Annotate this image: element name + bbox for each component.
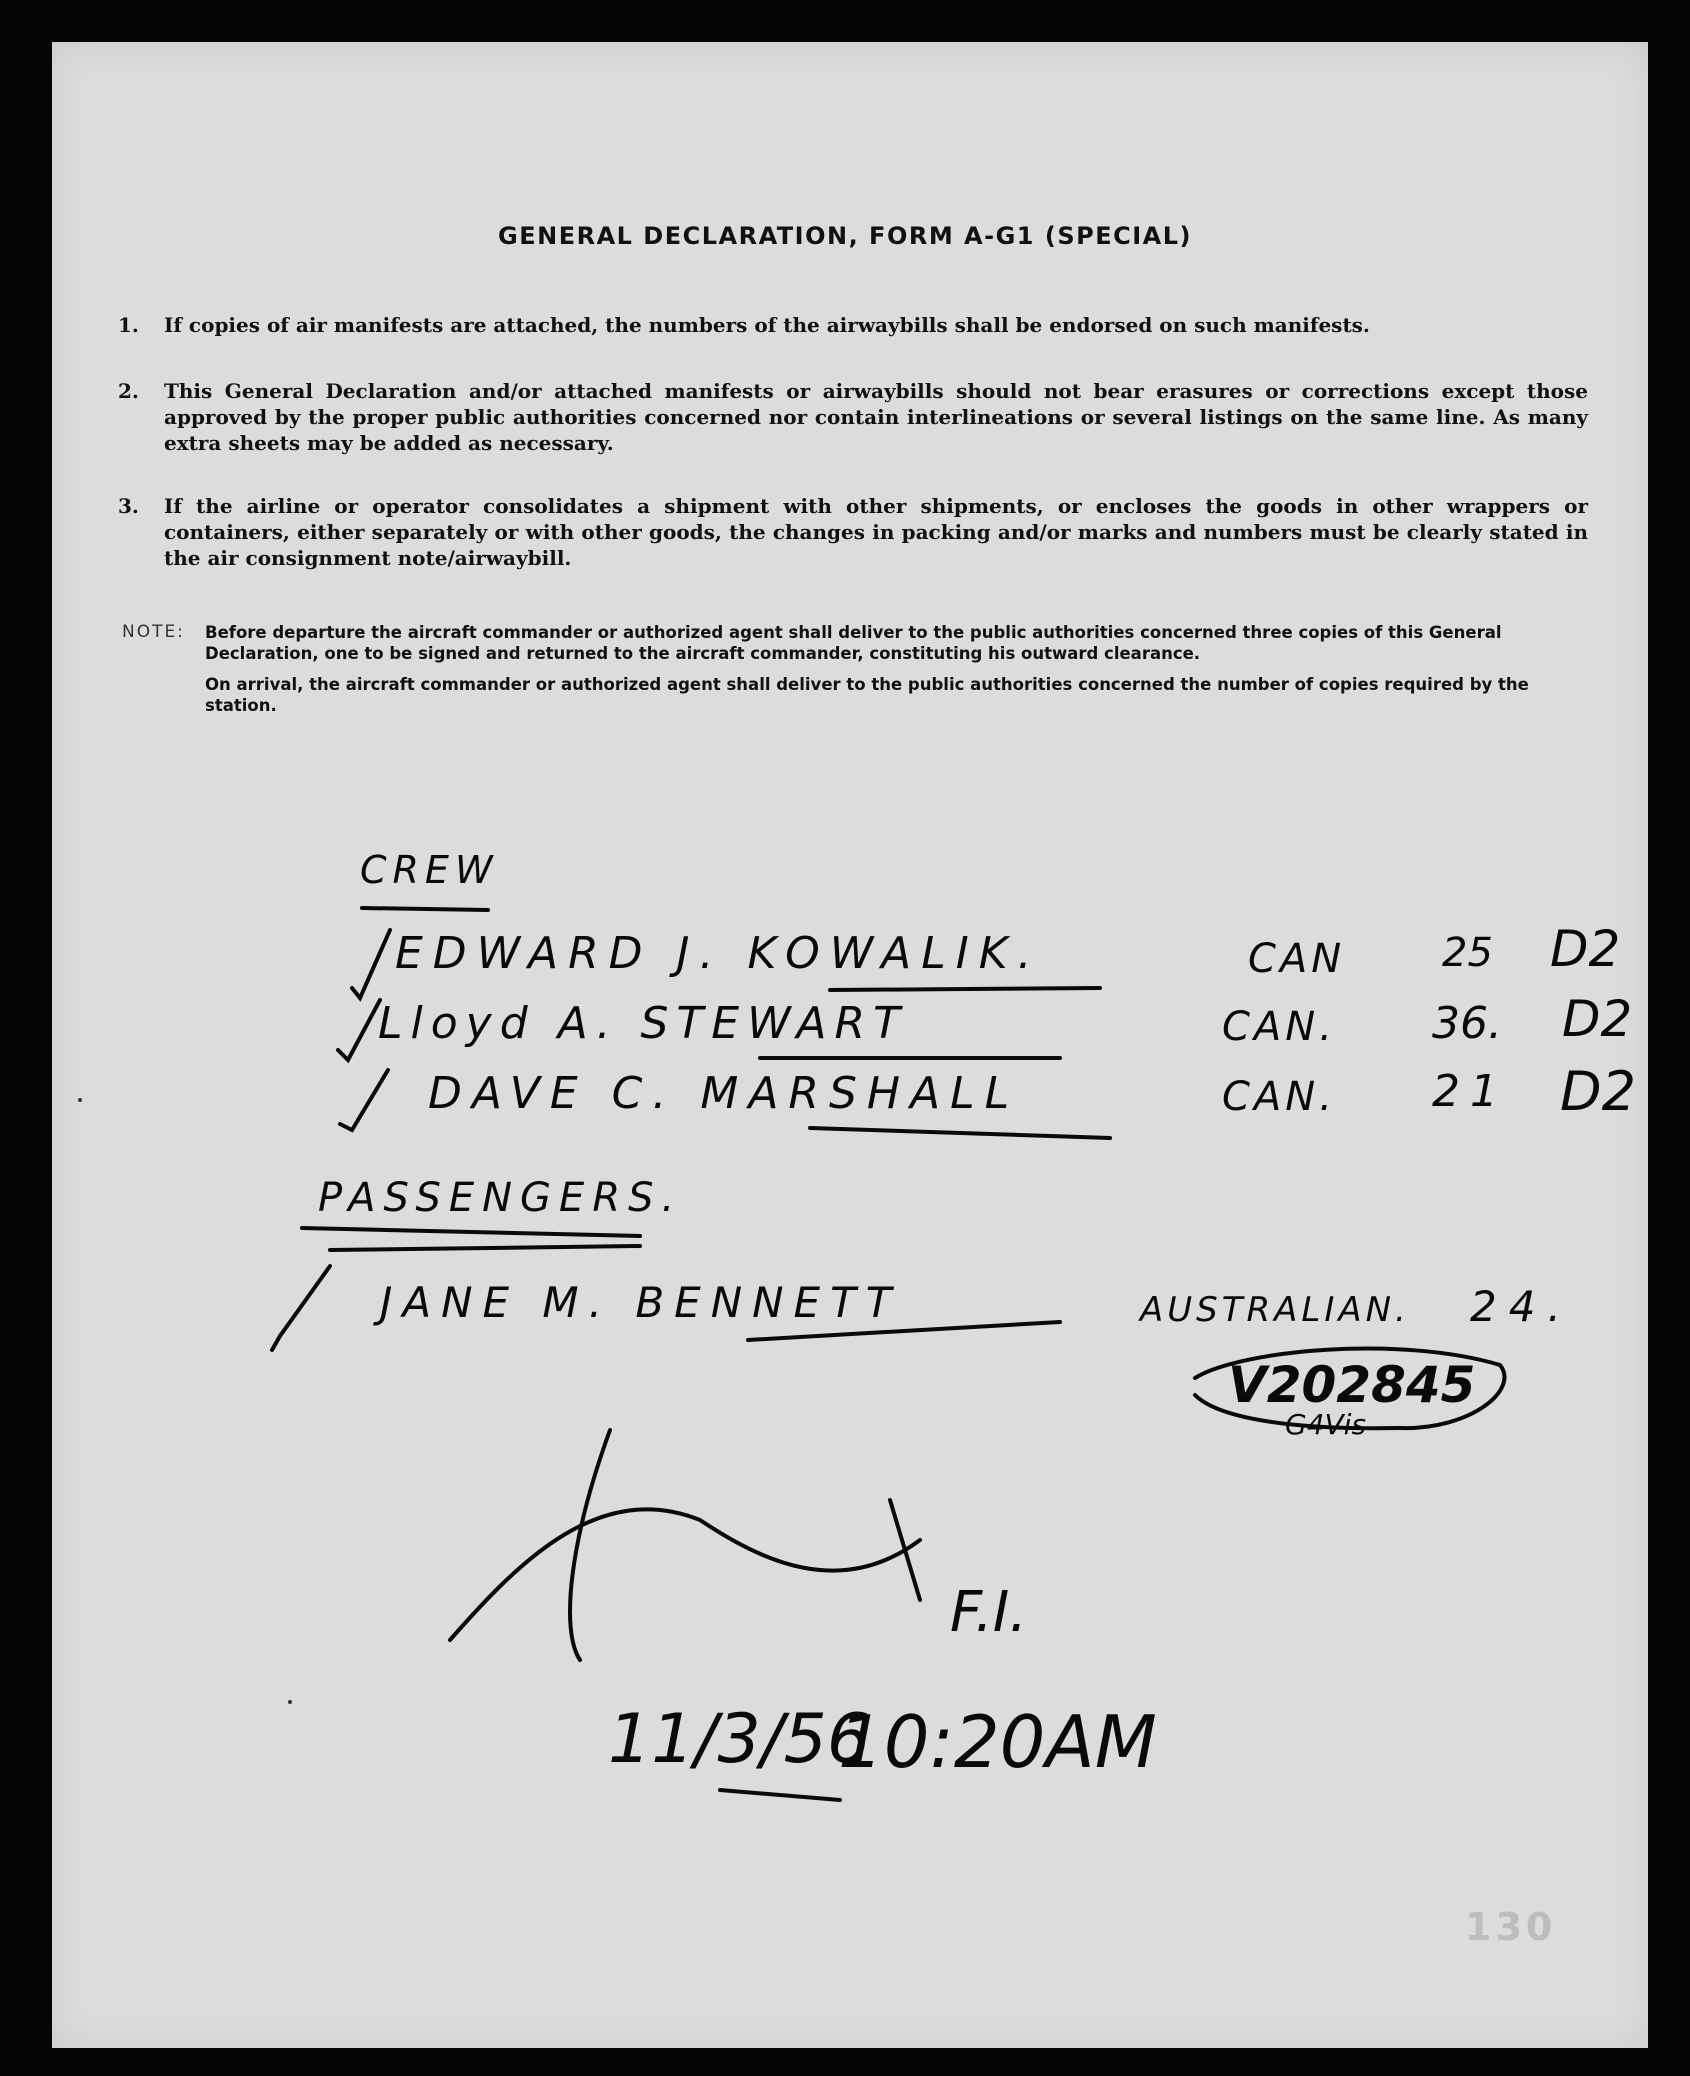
check-mark bbox=[340, 1070, 388, 1130]
name-underline bbox=[810, 1128, 1110, 1138]
crew-code-3: D2 bbox=[1560, 1060, 1636, 1123]
instruction-text: If copies of air manifests are attached, the numbers of the airwaybills shall be endorsed on such manifests. bbox=[164, 313, 1370, 337]
passengers-heading: PASSENGERS. bbox=[318, 1175, 683, 1221]
signature-stroke bbox=[570, 1430, 610, 1660]
instruction-number: 2. bbox=[118, 379, 139, 403]
check-mark bbox=[272, 1266, 330, 1350]
instruction-text: This General Declaration and/or attached manifests or airwaybills should not bear erasures or corrections except those approved by the proper public authorities concerned nor contain interlineations or several listings on the same line. As many extra sheets may be added as necessary. bbox=[164, 379, 1588, 455]
crew-nationality-3: CAN. bbox=[1222, 1074, 1336, 1120]
note-arrival: On arrival, the aircraft commander or authorized agent shall deliver to the public authorities concerned the number of copies required by the station. bbox=[205, 675, 1529, 715]
paper-speck bbox=[288, 1700, 292, 1704]
check-mark bbox=[352, 930, 390, 998]
crew-age-2: 36. bbox=[1432, 998, 1502, 1049]
passenger-nationality-1: AUSTRALIAN. bbox=[1140, 1290, 1410, 1330]
instruction-number: 1. bbox=[118, 313, 139, 337]
crew-code-2: D2 bbox=[1562, 990, 1633, 1048]
instruction-text: If the airline or operator consolidates a shipment with other shipments, or encloses the goods in other wrappers or containers, either separately or with other goods, the changes in packing and/or marks and numbers must be clearly stated in the air consignment note/airwaybill. bbox=[164, 494, 1588, 570]
visa-sub: G4Vis bbox=[1285, 1408, 1367, 1441]
page-number: 130 bbox=[1465, 1905, 1557, 1949]
crew-age-1: 25 bbox=[1442, 930, 1493, 976]
crew-underline bbox=[362, 908, 488, 910]
visa-number: V202845 bbox=[1228, 1356, 1476, 1414]
signature-date: 11/3/56 bbox=[608, 1700, 871, 1779]
passenger-name-1: JANE M. BENNETT bbox=[380, 1278, 902, 1327]
form-title: GENERAL DECLARATION, FORM A-G1 (SPECIAL) bbox=[498, 222, 1192, 250]
crew-code-1: D2 bbox=[1550, 920, 1621, 978]
paper-speck bbox=[78, 1098, 82, 1102]
passenger-age-1: 24. bbox=[1470, 1282, 1573, 1331]
crew-name-1: EDWARD J. KOWALIK. bbox=[395, 928, 1042, 979]
passengers-underline bbox=[302, 1228, 640, 1236]
signature-time: 10:20AM bbox=[838, 1700, 1157, 1784]
crew-heading: CREW bbox=[360, 848, 499, 892]
instruction-number: 3. bbox=[118, 494, 139, 518]
date-underline bbox=[720, 1790, 840, 1800]
note-label: NOTE: bbox=[122, 622, 185, 642]
crew-nationality-1: CAN bbox=[1248, 936, 1346, 982]
signature-stroke bbox=[450, 1509, 920, 1640]
note-departure: Before departure the aircraft commander or authorized agent shall deliver to the public authorities concerned three copies of this General Declaration, one to be signed and returned to the aircraft commander, constituting his outward clearance. bbox=[205, 623, 1502, 663]
name-underline bbox=[830, 988, 1100, 990]
signature-suffix: F.I. bbox=[950, 1580, 1028, 1645]
crew-age-3: 21 bbox=[1432, 1066, 1508, 1117]
crew-name-2: Lloyd A. STEWART bbox=[378, 998, 908, 1049]
passengers-underline bbox=[330, 1246, 640, 1250]
check-mark bbox=[338, 1000, 380, 1060]
crew-nationality-2: CAN. bbox=[1222, 1004, 1336, 1050]
crew-name-3: DAVE C. MARSHALL bbox=[428, 1068, 1020, 1119]
